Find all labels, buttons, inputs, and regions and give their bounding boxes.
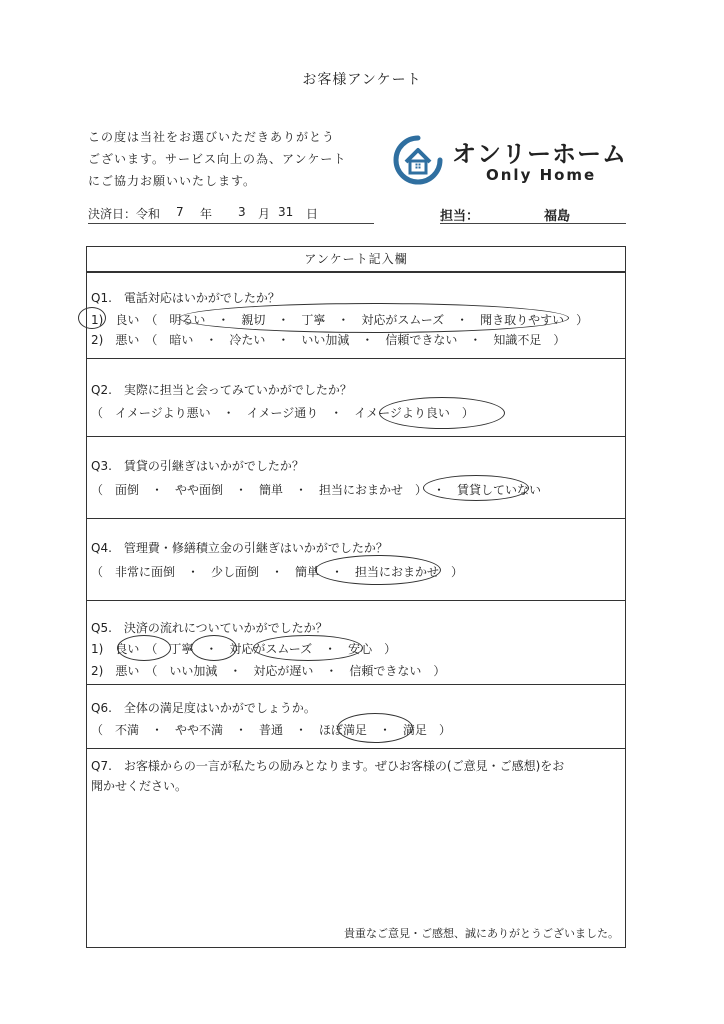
question-4 xyxy=(87,519,625,601)
survey-header: アンケート記入欄 xyxy=(87,247,625,273)
thanks-message: 貴重なご意見・ご感想、誠にありがとうございました。 xyxy=(344,927,619,940)
intro-line-2: ございます。サービス向上の為、アンケート xyxy=(88,152,347,166)
q2-question: Q2. 実際に担当と会ってみていかがでしたか？ xyxy=(91,383,352,397)
q4-options: （ 非常に面倒 ・ 少し面倒 ・ 簡単 ・ 担当におまかせ ） xyxy=(91,565,464,579)
date-month-unit: 月 xyxy=(258,207,271,221)
logo-name-en: Only Home xyxy=(486,166,597,184)
q4-question: Q4. 管理費・修繕積立金の引継ぎはいかがでしたか？ xyxy=(91,541,388,555)
q3-question: Q3. 賃貸の引継ぎはいかがでしたか？ xyxy=(91,459,304,473)
q3-options: （ 面倒 ・ やや面倒 ・ 簡単 ・ 担当におまかせ ） ・ 賃貸していない xyxy=(91,483,542,497)
survey-sheet xyxy=(86,246,626,948)
q5-option-good: 1) 良い （ 丁寧 ・ 対応がスムーズ ・ 安心 ） xyxy=(91,642,397,656)
date-month: 3 xyxy=(238,205,246,219)
q6-options: （ 不満 ・ やや不満 ・ 普通 ・ ほぼ満足 ・ 満足 ） xyxy=(91,723,452,737)
house-logo-icon xyxy=(390,132,446,188)
q1-option-good: 1) 良い （ 明るい ・ 親切 ・ 丁寧 ・ 対応がスムーズ ・ 聞き取りやすい ） xyxy=(91,313,589,327)
intro-line-3: にご協力お願いいたします。 xyxy=(88,174,257,188)
settlement-date-row xyxy=(88,205,374,224)
staff-label: 担当： xyxy=(440,209,480,224)
date-day: 31 xyxy=(278,205,294,219)
question-6 xyxy=(87,685,625,749)
q1-question: Q1. 電話対応はいかがでしたか？ xyxy=(91,291,280,305)
company-logo xyxy=(390,130,630,190)
q2-options: （ イメージより悪い ・ イメージ通り ・ イメージより良い ） xyxy=(91,406,474,420)
q5-question: Q5. 決済の流れについていかがでしたか？ xyxy=(91,621,328,635)
q7-question: Q7. お客様からの一言が私たちの励みとなります。ぜひお客様の(ご意見・ご感想)をお xyxy=(91,759,565,773)
question-1 xyxy=(87,273,625,359)
question-3 xyxy=(87,437,625,519)
intro-text xyxy=(88,126,346,192)
date-year-unit: 年 xyxy=(200,207,213,221)
q7-question-cont: 聞かせください。 xyxy=(91,779,188,793)
q5-option-bad: 2) 悪い （ いい加減 ・ 対応が遅い ・ 信頼できない ） xyxy=(91,664,446,678)
intro-line-1: この度は当社をお選びいただきありがとう xyxy=(88,130,336,144)
date-label: 決済日：令和 xyxy=(88,207,161,221)
q6-question: Q6. 全体の満足度はいかがでしょうか。 xyxy=(91,701,316,715)
staff-row xyxy=(440,205,626,224)
q1-option-bad: 2) 悪い （ 暗い ・ 冷たい ・ いい加減 ・ 信頼できない ・ 知識不足 ） xyxy=(91,333,566,347)
logo-name-jp: オンリーホーム xyxy=(452,140,627,168)
date-day-unit: 日 xyxy=(306,207,319,221)
date-year: 7 xyxy=(176,205,184,219)
question-7 xyxy=(87,749,625,947)
staff-name: 福島 xyxy=(544,209,571,224)
question-5 xyxy=(87,601,625,685)
question-2 xyxy=(87,359,625,437)
survey-title: お客様アンケート xyxy=(302,72,422,88)
